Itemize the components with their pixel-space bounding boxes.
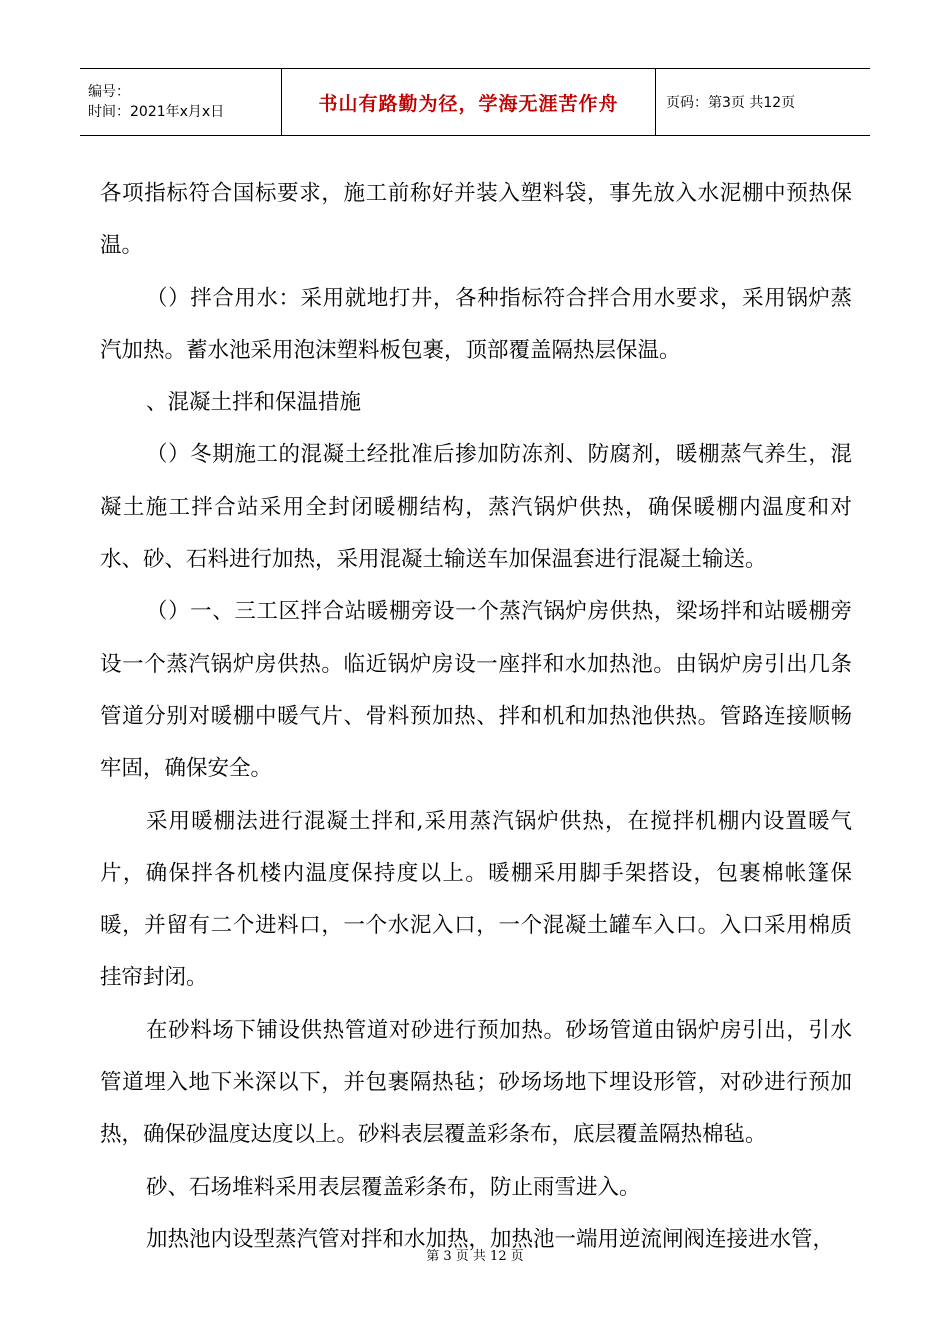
page-footer: 第 3 页 共 12 页 bbox=[426, 1249, 524, 1264]
header-meta bbox=[80, 69, 282, 135]
section-heading: 、混凝土拌和保温措施 bbox=[146, 390, 362, 416]
paragraph: （）冬期施工的混凝土经批准后掺加防冻剂、防腐剂，暖棚蒸气养生，混凝土施工拌合站采用全封闭暖棚结构，蒸汽锅炉供热，确保暖棚内温度和对水、砂、石料进行加热，采用混凝土输送车加保温套进行混凝土输送。 bbox=[100, 442, 852, 573]
motto-text: 书山有路勤为径，学海无涯苦作舟 bbox=[318, 92, 619, 115]
header-motto bbox=[282, 69, 656, 135]
paragraph: （）拌合用水：采用就地打井，各种指标符合拌合用水要求，采用锅炉蒸汽加热。蓄水池采用泡沫塑料板包裹，顶部覆盖隔热层保温。 bbox=[100, 285, 852, 363]
time-label: 时间：2021年x月x日 bbox=[88, 104, 225, 120]
paragraph: （）一、三工区拌合站暖棚旁设一个蒸汽锅炉房供热，梁场拌和站暖棚旁设一个蒸汽锅炉房供热。临近锅炉房设一座拌和水加热池。由锅炉房引出几条管道分别对暖棚中暖气片、骨料预加热、拌和机和加热池供热。管路连接顺畅牢固，确保安全。 bbox=[100, 599, 852, 782]
page-info-text: 页码：第3页 共12页 bbox=[666, 95, 796, 111]
document-body bbox=[100, 168, 852, 1266]
number-label: 编号： bbox=[88, 84, 130, 100]
paragraph: 采用暖棚法进行混凝土拌和,采用蒸汽锅炉供热，在搅拌机棚内设置暖气片，确保拌各机楼内温度保持度以上。暖棚采用脚手架搭设，包裹棉帐篷保暖，并留有二个进料口，一个水泥入口，一个混凝土罐车入口。入口采用棉质挂帘封闭。 bbox=[100, 808, 852, 991]
paragraph: 加热池内设型蒸汽管对拌和水加热，加热池一端用逆流闸阀连接进水管， bbox=[146, 1226, 835, 1252]
paragraph: 砂、石场堆料采用表层覆盖彩条布，防止雨雪进入。 bbox=[146, 1174, 641, 1200]
header-page-info bbox=[656, 69, 870, 135]
paragraph: 各项指标符合国标要求，施工前称好并装入塑料袋，事先放入水泥棚中预热保温。 bbox=[100, 181, 852, 259]
paragraph: 在砂料场下铺设供热管道对砂进行预加热。砂场管道由锅炉房引出，引水管道埋入地下米深以下，并包裹隔热毡；砂场场地下埋设形管，对砂进行预加热，确保砂温度达度以上。砂料表层覆盖彩条布，底层覆盖隔热棉毡。 bbox=[100, 1017, 852, 1148]
page-header bbox=[80, 68, 870, 136]
